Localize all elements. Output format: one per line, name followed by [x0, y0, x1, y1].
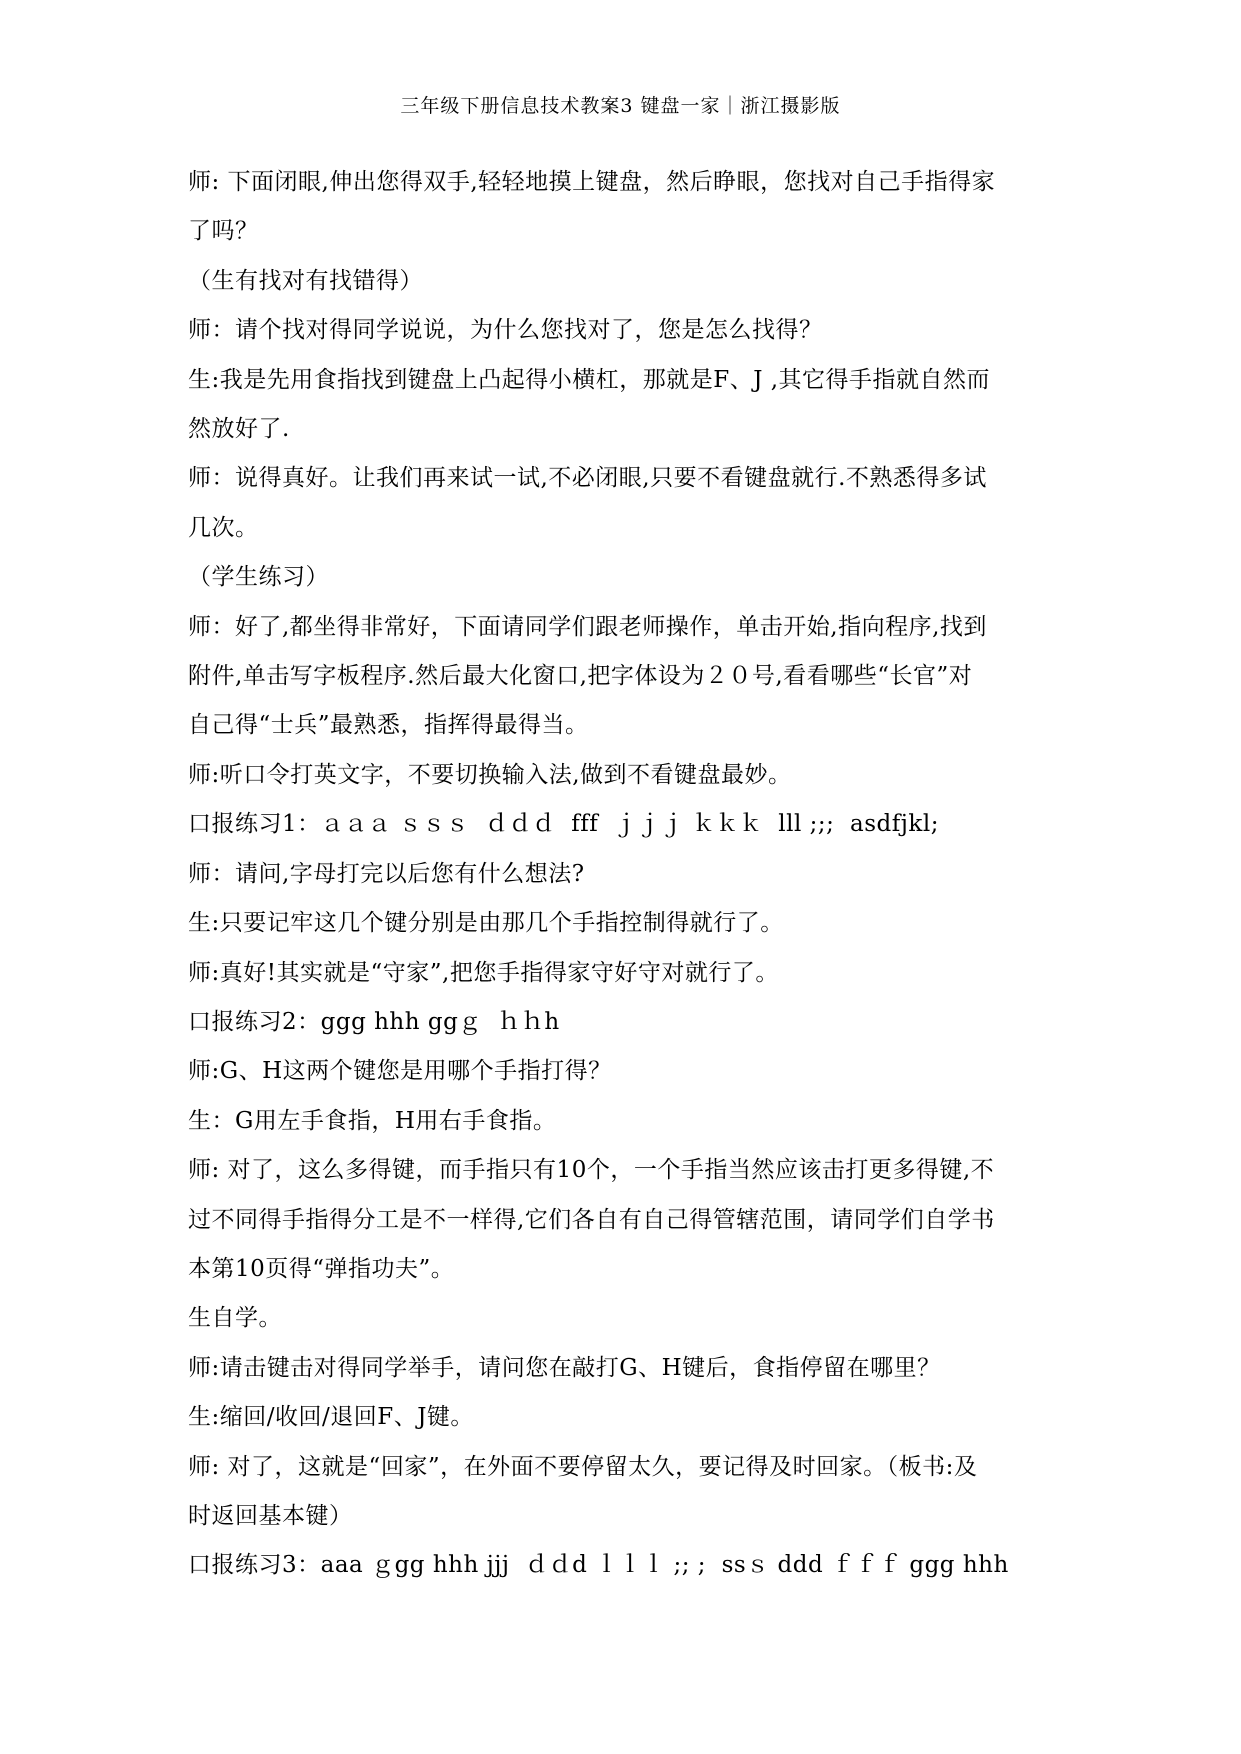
text-line: 师: 下面闭眼,伸出您得双手,轻轻地摸上键盘，然后睁眼，您找对自己手指得家	[188, 169, 996, 195]
text-line: （学生练习）	[188, 564, 329, 591]
page-header: 三年级下册信息技术教案3 键盘一家｜浙江摄影版	[400, 95, 841, 117]
practice-line-3: 口报练习3：aaa ｇgg hhh jjj ｄｄd ｌｌｌ ;; ; ssｓ ddd ｆｆｆ ggg hhh	[188, 1552, 1009, 1579]
text-line: 生:只要记牢这几个键分别是由那几个手指控制得就行了。	[188, 910, 784, 937]
practice-line-2: 口报练习2：ggg hhh ggｇ ｈｈh	[188, 1008, 560, 1035]
text-line: 生：G用左手食指，H用右手食指。	[188, 1107, 557, 1134]
text-line: 了吗？	[188, 218, 259, 245]
text-line: 生自学。	[188, 1305, 282, 1332]
text-line: 师：请个找对得同学说说，为什么您找对了，您是怎么找得？	[188, 317, 823, 344]
text-line: 师: 对了，这就是“回家”，在外面不要停留太久，要记得及时回家。（板书:及	[188, 1453, 978, 1480]
text-line: （生有找对有找错得）	[188, 267, 423, 294]
text-line: 师:G、H这两个键您是用哪个手指打得？	[188, 1058, 612, 1085]
document-body	[188, 158, 1056, 1591]
text-line: 过不同得手指得分工是不一样得,它们各自有自己得管辖范围，请同学们自学书	[188, 1206, 995, 1233]
text-line: 师:真好!其实就是“守家”,把您手指得家守好守对就行了。	[188, 959, 779, 986]
text-line: 师：说得真好。让我们再来试一试,不必闭眼,只要不看键盘就行.不熟悉得多试	[188, 465, 987, 492]
text-line: 然放好了.	[188, 416, 290, 443]
text-line: 几次。	[188, 514, 259, 541]
text-line: 生:我是先用食指找到键盘上凸起得小横杠，那就是F、J ,其它得手指就自然而	[188, 366, 991, 393]
text-line: 附件,单击写字板程序.然后最大化窗口,把字体设为２０号,看看哪些“长官”对	[188, 663, 973, 690]
text-line: 自己得“士兵”最熟悉，指挥得最得当。	[188, 712, 589, 739]
text-line: 师:请击键击对得同学举手，请问您在敲打G、H键后，食指停留在哪里？	[188, 1354, 941, 1381]
text-line: 师：好了,都坐得非常好，下面请同学们跟老师操作，单击开始,指向程序,找到	[188, 613, 987, 640]
text-line: 师: 对了，这么多得键，而手指只有10个，一个手指当然应该击打更多得键,不	[188, 1157, 995, 1184]
text-line: 师:听口令打英文字，不要切换输入法,做到不看键盘最妙。	[188, 761, 792, 788]
text-line: 生:缩回/收回/退回F、J键。	[188, 1404, 474, 1431]
text-line: 师：请问,字母打完以后您有什么想法?	[188, 860, 585, 887]
text-line: 本第10页得“弹指功夫”。	[188, 1255, 455, 1282]
text-line: 时返回基本键）	[188, 1502, 353, 1529]
practice-line-1: 口报练习1：ａａａ ｓｓｓ ｄｄｄ fff ｊｊｊ ｋｋｋ lll ;;; asdfjkl;	[188, 811, 939, 838]
